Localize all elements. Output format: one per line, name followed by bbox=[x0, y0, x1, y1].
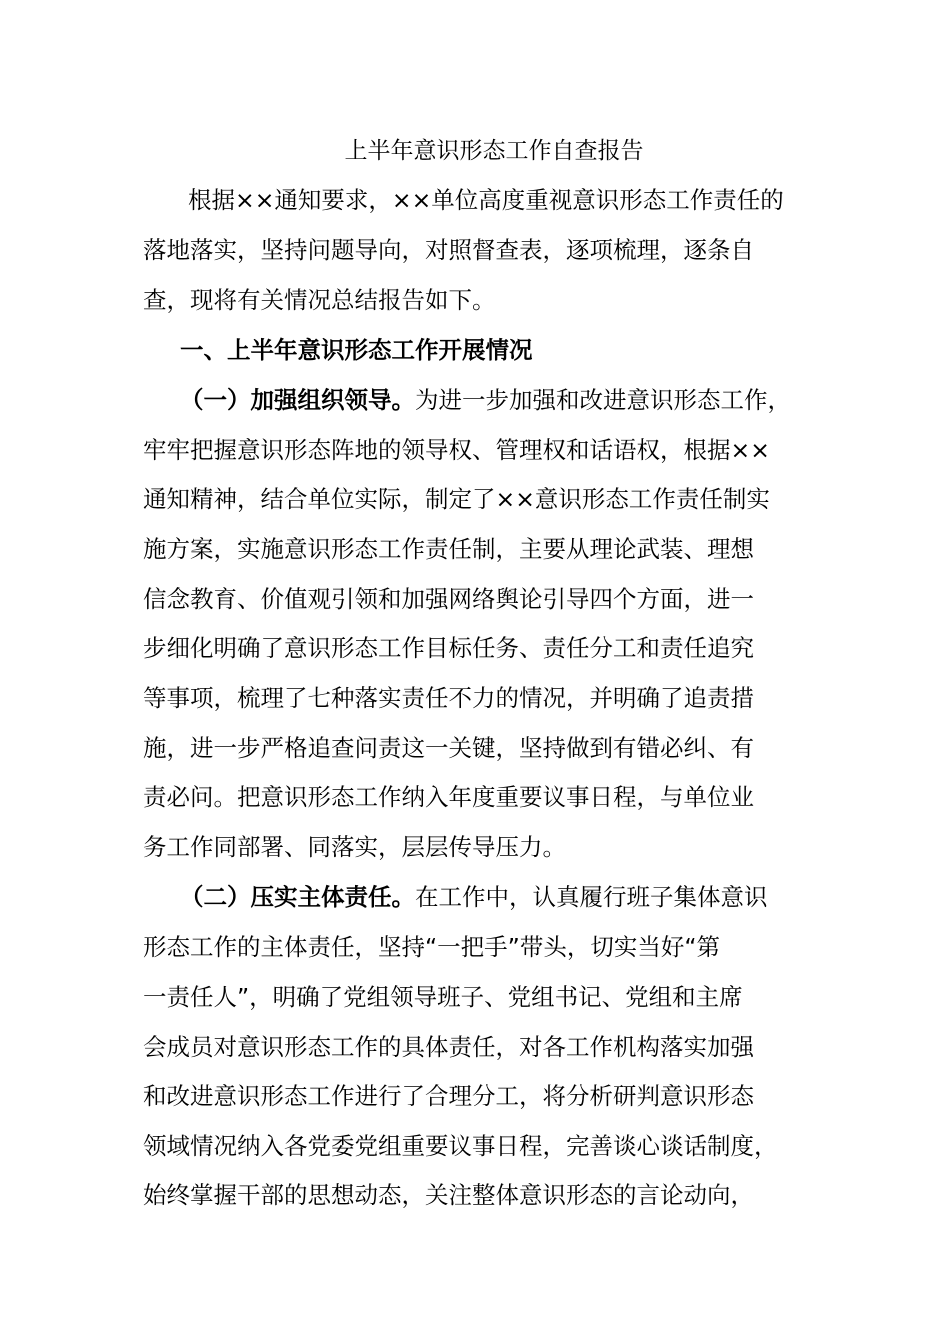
document-title: 上半年意识形态工作自查报告 bbox=[344, 138, 644, 164]
item-lead: （二）压实主体责任。 bbox=[180, 883, 415, 911]
paragraph-line: 牢牢把握意识形态阵地的领导权、管理权和话语权，根据×× bbox=[143, 436, 770, 464]
paragraph-text: 为进一步加强和改进意识形态工作， bbox=[415, 386, 791, 414]
paragraph-first-line bbox=[180, 382, 791, 418]
paragraph-line: 通知精神，结合单位实际，制定了××意识形态工作责任制实 bbox=[143, 485, 770, 513]
intro-line: 落地落实，坚持问题导向，对照督查表，逐项梳理，逐条自 bbox=[143, 236, 754, 264]
paragraph-line: 始终掌握干部的思想动态，关注整体意识形态的言论动向， bbox=[143, 1181, 754, 1209]
section-heading: 一、上半年意识形态工作开展情况 bbox=[180, 336, 533, 364]
paragraph-line: 施，进一步严格追查问责这一关键，坚持做到有错必纠、有 bbox=[143, 734, 754, 762]
intro-line: 根据××通知要求，××单位高度重视意识形态工作责任的 bbox=[188, 186, 784, 214]
item-lead: （一）加强组织领导。 bbox=[180, 386, 415, 414]
paragraph-line: 会成员对意识形态工作的具体责任，对各工作机构落实加强 bbox=[143, 1033, 754, 1061]
paragraph-line: 等事项，梳理了七种落实责任不力的情况，并明确了追责措 bbox=[143, 684, 754, 712]
intro-line: 查，现将有关情况总结报告如下。 bbox=[143, 286, 496, 314]
paragraph-text: 在工作中，认真履行班子集体意识 bbox=[415, 883, 768, 911]
paragraph-line: 领域情况纳入各党委党组重要议事日程，完善谈心谈话制度， bbox=[143, 1132, 778, 1160]
paragraph-line: 和改进意识形态工作进行了合理分工，将分析研判意识形态 bbox=[143, 1082, 754, 1110]
paragraph-first-line bbox=[180, 879, 768, 915]
paragraph-line: 形态工作的主体责任，坚持“一把手”带头，切实当好“第 bbox=[143, 933, 721, 961]
paragraph-line: 信念教育、价值观引领和加强网络舆论引导四个方面，进一 bbox=[143, 585, 754, 613]
paragraph-line: 务工作同部署、同落实，层层传导压力。 bbox=[143, 833, 566, 861]
paragraph-line: 一责任人”，明确了党组领导班子、党组书记、党组和主席 bbox=[143, 983, 743, 1011]
paragraph-line: 责必问。把意识形态工作纳入年度重要议事日程，与单位业 bbox=[143, 783, 754, 811]
paragraph-line: 步细化明确了意识形态工作目标任务、责任分工和责任追究 bbox=[143, 634, 754, 662]
paragraph-line: 施方案，实施意识形态工作责任制，主要从理论武装、理想 bbox=[143, 535, 754, 563]
